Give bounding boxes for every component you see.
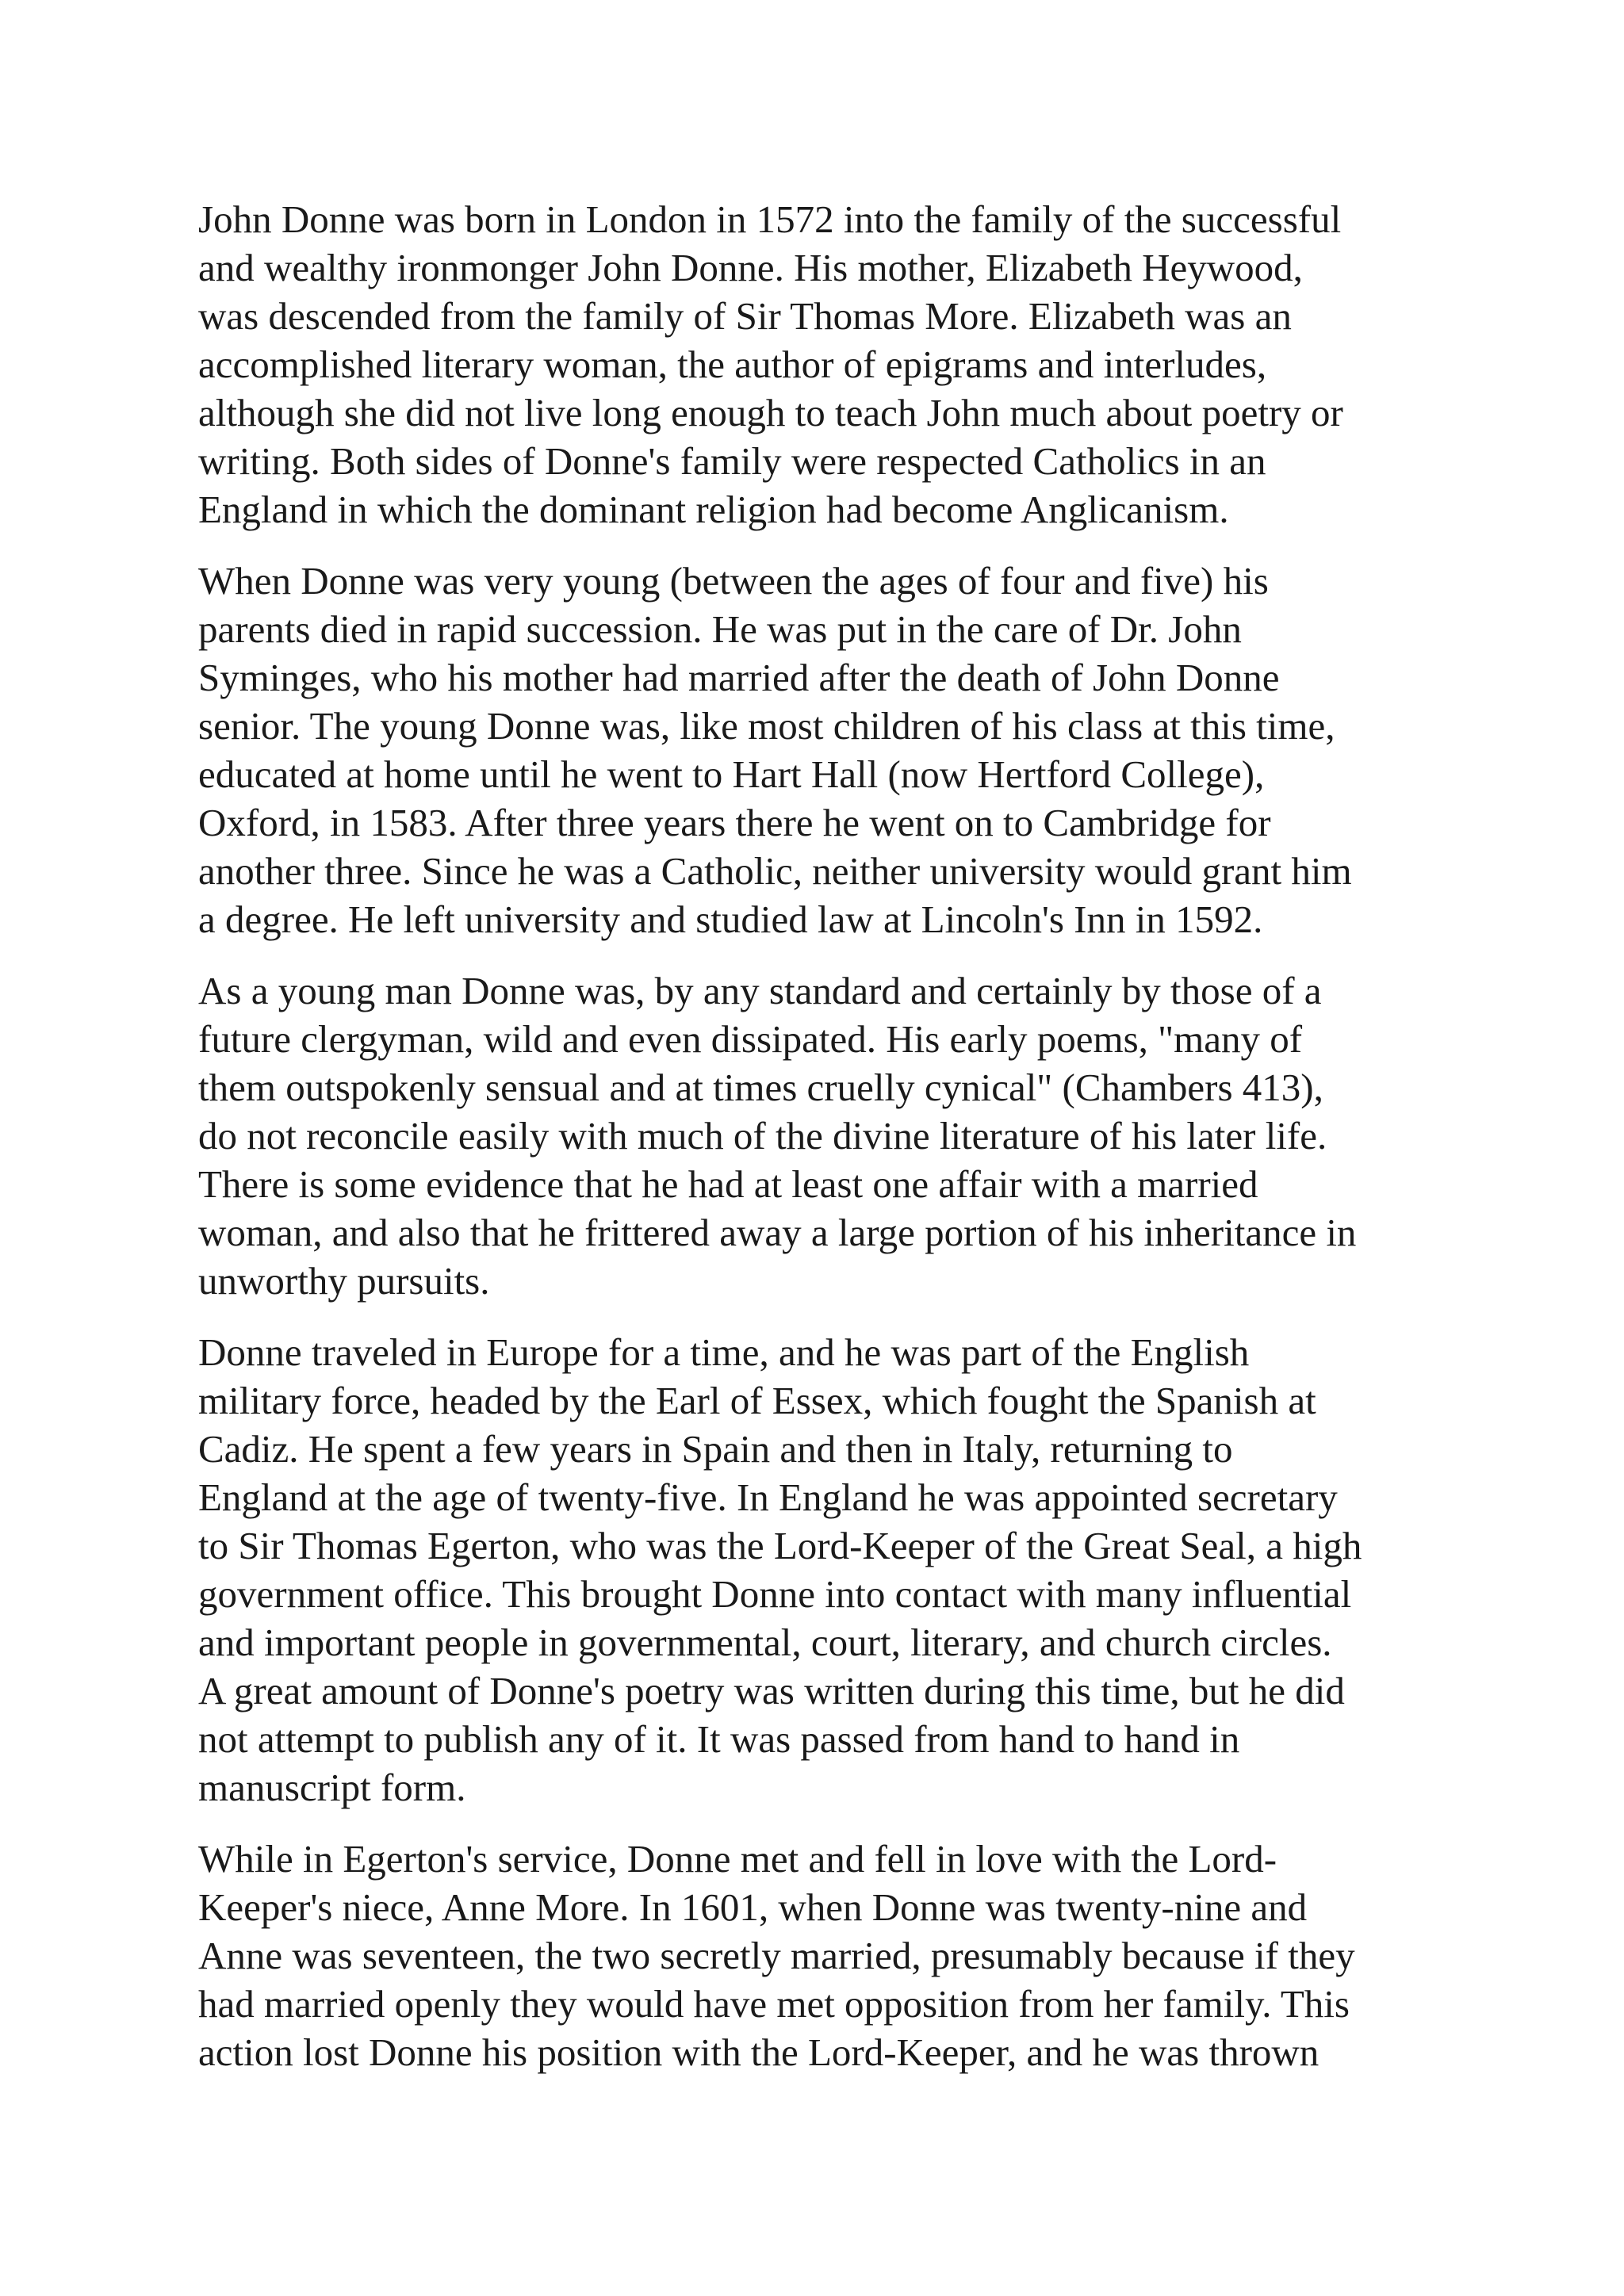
paragraph-3 (198, 966, 1435, 1305)
text-line: accomplished literary woman, the author of epigrams and interludes, (198, 342, 1267, 386)
text-line: to Sir Thomas Egerton, who was the Lord-Keeper of the Great Seal, a high (198, 1524, 1362, 1567)
text-line: senior. The young Donne was, like most children of his class at this time, (198, 704, 1335, 748)
text-line: military force, headed by the Earl of Essex, which fought the Spanish at (198, 1379, 1316, 1422)
text-line: Cadiz. He spent a few years in Spain and then in Italy, returning to (198, 1427, 1233, 1471)
text-line: While in Egerton's service, Donne met and fell in love with the Lord- (198, 1837, 1277, 1881)
text-line: unworthy pursuits. (198, 1259, 490, 1303)
text-line: and wealthy ironmonger John Donne. His mother, Elizabeth Heywood, (198, 246, 1303, 289)
text-line: not attempt to publish any of it. It was passed from hand to hand in (198, 1717, 1240, 1761)
text-line: educated at home until he went to Hart Hall (now Hertford College), (198, 752, 1265, 796)
text-line: although she did not live long enough to teach John much about poetry or (198, 391, 1343, 434)
text-line: had married openly they would have met opposition from her family. This (198, 1982, 1350, 2026)
text-line: parents died in rapid succession. He was put in the care of Dr. John (198, 607, 1242, 651)
text-line: action lost Donne his position with the Lord-Keeper, and he was thrown (198, 2030, 1320, 2074)
text-line: Donne traveled in Europe for a time, and he was part of the English (198, 1330, 1250, 1374)
text-line: government office. This brought Donne into contact with many influential (198, 1572, 1352, 1616)
text-line: future clergyman, wild and even dissipated. His early poems, "many of (198, 1017, 1303, 1061)
text-line: A great amount of Donne's poetry was written during this time, but he did (198, 1669, 1345, 1712)
body-text (198, 195, 1435, 2099)
text-line: do not reconcile easily with much of the divine literature of his later life. (198, 1114, 1327, 1158)
paragraph-2 (198, 557, 1435, 943)
text-line: Syminges, who his mother had married after the death of John Donne (198, 656, 1280, 699)
text-line: England at the age of twenty-five. In England he was appointed secretary (198, 1475, 1338, 1519)
paragraph-4 (198, 1328, 1435, 1812)
text-line: When Donne was very young (between the ages of four and five) his (198, 559, 1269, 603)
text-line: writing. Both sides of Donne's family were respected Catholics in an (198, 439, 1266, 483)
text-line: There is some evidence that he had at least one affair with a married (198, 1162, 1258, 1206)
paragraph-1 (198, 195, 1435, 534)
paragraph-5 (198, 1835, 1435, 2076)
text-line: Keeper's niece, Anne More. In 1601, when Donne was twenty-nine and (198, 1885, 1308, 1929)
text-line: John Donne was born in London in 1572 into the family of the successful (198, 197, 1342, 241)
text-line: them outspokenly sensual and at times cruelly cynical" (Chambers 413), (198, 1066, 1323, 1109)
text-line: As a young man Donne was, by any standard and certainly by those of a (198, 969, 1322, 1012)
text-line: manuscript form. (198, 1766, 466, 1809)
text-line: England in which the dominant religion had become Anglicanism. (198, 488, 1229, 531)
text-line: woman, and also that he frittered away a large portion of his inheritance in (198, 1211, 1357, 1254)
text-line: Oxford, in 1583. After three years there he went on to Cambridge for (198, 801, 1271, 844)
text-line: a degree. He left university and studied law at Lincoln's Inn in 1592. (198, 897, 1263, 941)
text-line: was descended from the family of Sir Thomas More. Elizabeth was an (198, 294, 1292, 338)
text-line: another three. Since he was a Catholic, neither university would grant him (198, 849, 1352, 893)
text-line: Anne was seventeen, the two secretly married, presumably because if they (198, 1934, 1355, 1977)
text-line: and important people in governmental, court, literary, and church circles. (198, 1621, 1332, 1664)
